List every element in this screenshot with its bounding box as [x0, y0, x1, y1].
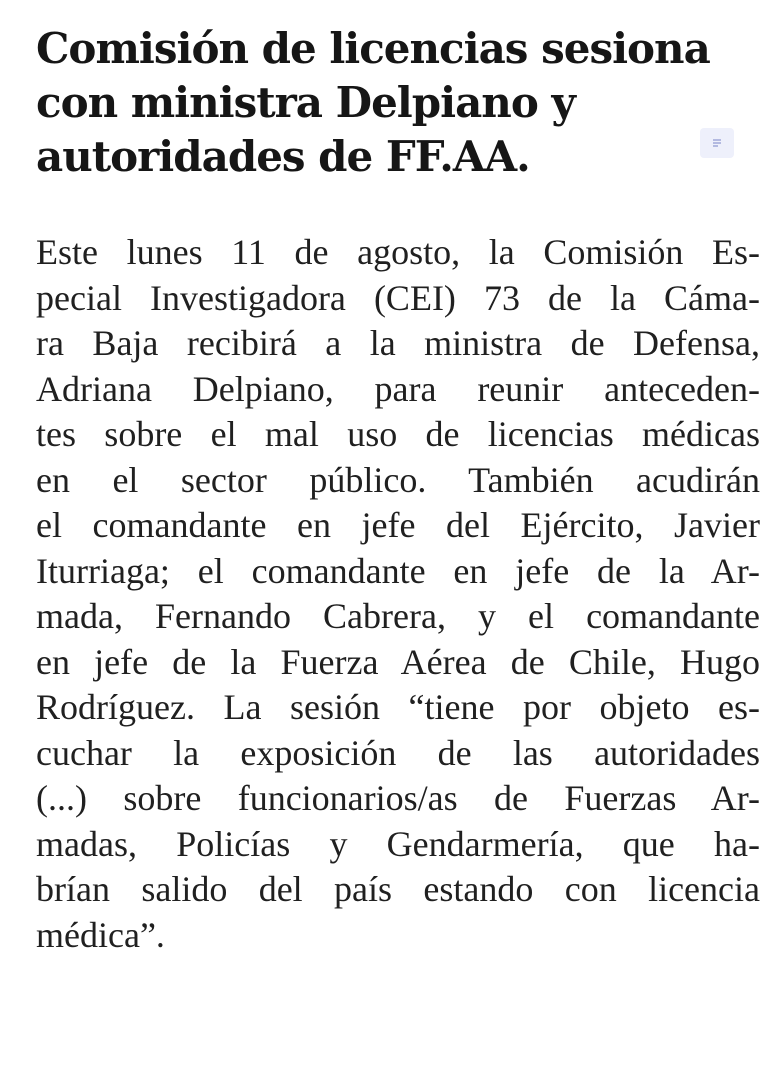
- body-line: Este lunes 11 de agosto, la Comisión Es-: [36, 232, 760, 272]
- body-line: mada, Fernando Cabrera, y el comandante: [36, 596, 760, 636]
- body-line: Adriana Delpiano, para reunir anteceden-: [36, 368, 760, 409]
- article-body: [36, 230, 760, 958]
- headline: [36, 22, 758, 184]
- headline-line: con ministra Delpiano y: [36, 78, 575, 127]
- body-line: madas, Policías y Gendarmería, que ha-: [36, 823, 760, 864]
- body-line: en el sector público. También acudirán: [36, 459, 760, 500]
- body-line: cuchar la exposición de las autoridades: [36, 732, 760, 773]
- article: [36, 22, 758, 184]
- body-line: médica”.: [36, 914, 165, 955]
- body-line: pecial Investigadora (CEI) 73 de la Cáma-: [36, 277, 760, 318]
- body-line: Iturriaga; el comandante en jefe de la Ar-: [36, 550, 760, 591]
- body-line: (...) sobre funcionarios/as de Fuerzas Ar-: [36, 778, 760, 818]
- body-line: en jefe de la Fuerza Aérea de Chile, Hugo: [36, 641, 760, 682]
- body-line: Rodríguez. La sesión “tiene por objeto es-: [36, 687, 760, 727]
- body-line: el comandante en jefe del Ejército, Javier: [36, 505, 760, 545]
- body-line: ra Baja recibirá a la ministra de Defensa,: [36, 323, 760, 363]
- body-line: brían salido del país estando con licencia: [36, 869, 760, 909]
- body-line: tes sobre el mal uso de licencias médicas: [36, 414, 760, 454]
- note-icon[interactable]: [700, 128, 734, 158]
- headline-line: Comisión de licencias sesiona: [36, 24, 710, 73]
- headline-line: autoridades de FF.AA.: [36, 132, 530, 181]
